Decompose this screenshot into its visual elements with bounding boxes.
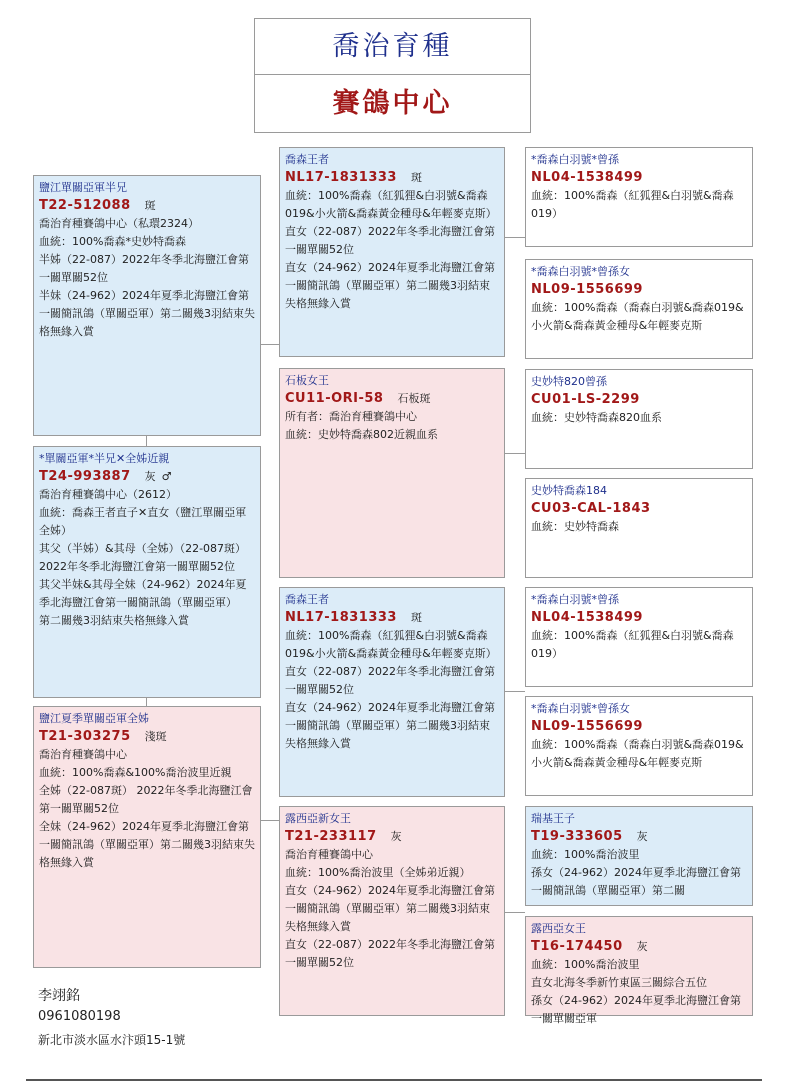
dam-sire-card xyxy=(279,587,505,797)
pigeon-color: 斑 xyxy=(410,171,422,184)
detail-line: 孫女（24-962）2024年夏季北海鹽江會第一關單關亞軍 xyxy=(531,994,741,1025)
pigeon-name: *喬森白羽號*曾孫 xyxy=(531,593,619,606)
pigeon-color: 斑 xyxy=(410,611,422,624)
ring-number: NL09-1556699 xyxy=(531,719,643,734)
detail-line: 第二關幾3羽結束失格無緣入賞 xyxy=(39,614,189,627)
connector-line xyxy=(146,436,147,446)
pigeon-color: 石板斑 xyxy=(397,392,431,405)
owner-phone: 0961080198 xyxy=(38,1009,121,1024)
pigeon-name: 喬森王者 xyxy=(285,153,329,166)
ring-number: CU03-CAL-1843 xyxy=(531,501,651,516)
connector-line xyxy=(146,698,147,706)
detail-line: 血統：100%喬森（紅狐狸&白羽號&喬森019） xyxy=(531,189,734,220)
pigeon-color: 淺斑 xyxy=(144,730,167,743)
male-icon: ♂ xyxy=(161,470,172,483)
sire-dam-card xyxy=(279,368,505,578)
pigeon-name: 史妙特喬森184 xyxy=(531,484,607,497)
pigeon-name: 露西亞女王 xyxy=(531,922,586,935)
ring-number: NL04-1538499 xyxy=(531,170,643,185)
ring-number: T19-333605 xyxy=(531,829,623,844)
detail-line: 全姊（22-087斑） 2022年冬季北海鹽江會第一關單關52位 xyxy=(39,784,253,815)
pigeon-name: 露西亞新女王 xyxy=(285,812,351,825)
detail-line: 血統：100%喬森（紅狐狸&白羽號&喬森019&小火箭&喬森黃金種母&年輕麥克斯） xyxy=(285,189,497,220)
great-grandparent-card-8 xyxy=(525,916,753,1025)
detail-line: 血統：100%喬治波里（全姊弟近親） xyxy=(285,866,471,879)
owner-address: 新北市淡水區水汴頭15-1號 xyxy=(38,1033,186,1047)
great-grandparent-card-6 xyxy=(525,696,753,796)
great-grandparent-card-5 xyxy=(525,587,753,687)
great-grandparent-card-7 xyxy=(525,806,753,906)
pigeon-color: 灰 xyxy=(636,940,648,953)
detail-line: 直女（22-087）2022年冬季北海鹽江會第一關單關52位 xyxy=(285,665,495,696)
ring-number: CU11-ORI-58 xyxy=(285,391,384,406)
pigeon-name: *喬森白羽號*曾孫女 xyxy=(531,702,630,715)
ring-number: NL17-1831333 xyxy=(285,170,397,185)
ring-number: NL09-1556699 xyxy=(531,282,643,297)
detail-line: 喬治育種賽鴿中心 xyxy=(285,848,373,861)
connector-line xyxy=(505,691,525,692)
pigeon-color: 灰 xyxy=(636,830,648,843)
pigeon-color: 灰 xyxy=(390,830,402,843)
detail-line: 血統：史妙特喬森820血系 xyxy=(531,411,662,424)
detail-line: 直女（22-087）2022年冬季北海鹽江會第一關單關52位 xyxy=(285,938,495,969)
pigeon-color: 灰 xyxy=(144,470,156,483)
detail-line: 其父半妹&其母全妹（24-962）2024年夏季北海鹽江會第一關簡訊鴿（單關亞軍） xyxy=(39,578,247,609)
breeder-title: 喬治育種 xyxy=(254,18,531,76)
detail-line: 直女北海冬季新竹東區三關綜合五位 xyxy=(531,976,707,989)
pigeon-name: 鹽江夏季單關亞軍全姊 xyxy=(39,712,149,725)
pigeon-name: *單關亞軍*半兄✕全姊近親 xyxy=(39,452,170,465)
great-grandparent-card-2 xyxy=(525,259,753,359)
ring-number: T21-303275 xyxy=(39,729,131,744)
detail-line: 血統：100%喬森&100%喬治波里近親 xyxy=(39,766,232,779)
pigeon-color: 斑 xyxy=(144,199,156,212)
center-subtitle: 賽鴿中心 xyxy=(254,74,531,133)
pigeon-name: 史妙特820曾孫 xyxy=(531,375,607,388)
detail-line: 血統：史妙特喬森802近親血系 xyxy=(285,428,438,441)
dam-dam-card xyxy=(279,806,505,1016)
connector-line xyxy=(505,912,525,913)
detail-line: 直女（24-962）2024年夏季北海鹽江會第一關簡訊鴿（單關亞軍）第二關幾3羽結束失格無緣入賞 xyxy=(285,884,495,933)
ring-number: T22-512088 xyxy=(39,198,131,213)
detail-line: 喬治育種賽鴿中心（私環2324） xyxy=(39,217,199,230)
detail-line: 直女（22-087）2022年冬季北海鹽江會第一關單關52位 xyxy=(285,225,495,256)
ring-number: T16-174450 xyxy=(531,939,623,954)
owner-name: 李翊銘 xyxy=(38,988,80,1004)
ring-number: T21-233117 xyxy=(285,829,377,844)
great-grandparent-card-4 xyxy=(525,478,753,578)
detail-line: 血統：100%喬森*史妙特喬森 xyxy=(39,235,186,248)
great-grandparent-card-3 xyxy=(525,369,753,469)
sire-sire-card xyxy=(279,147,505,357)
great-grandparent-card-1 xyxy=(525,147,753,247)
detail-line: 半妹（24-962）2024年夏季北海鹽江會第一關簡訊鴿（單關亞軍）第二關幾3羽結束失格無緣入賞 xyxy=(39,289,255,338)
pigeon-name: 石板女王 xyxy=(285,374,329,387)
detail-line: 其父（半姊）&其母（全姊）（22-087斑） 2022年冬季北海鹽江會第一關單關52位 xyxy=(39,542,247,573)
sire-card xyxy=(33,175,261,436)
detail-line: 血統：100%喬森（紅狐狸&白羽號&喬森019&小火箭&喬森黃金種母&年輕麥克斯） xyxy=(285,629,497,660)
pigeon-name: 鹽江單關亞軍半兄 xyxy=(39,181,127,194)
detail-line: 直女（24-962）2024年夏季北海鹽江會第一關簡訊鴿（單關亞軍）第二關幾3羽結束失格無緣入賞 xyxy=(285,701,495,750)
detail-line: 喬治育種賽鴿中心 xyxy=(39,748,127,761)
connector-line xyxy=(261,820,279,821)
connector-line xyxy=(261,344,279,345)
connector-line xyxy=(505,237,525,238)
connector-line xyxy=(505,453,525,454)
detail-line: 血統：100%喬森（喬森白羽號&喬森019&小火箭&喬森黃金種母&年輕麥克斯 xyxy=(531,301,744,332)
pigeon-name: 瑞基王子 xyxy=(531,812,575,825)
detail-line: 血統：100%喬治波里 xyxy=(531,958,640,971)
detail-line: 孫女（24-962）2024年夏季北海鹽江會第一關簡訊鴿（單關亞軍）第二關 xyxy=(531,866,741,897)
subject-card xyxy=(33,446,261,698)
detail-line: 血統：史妙特喬森 xyxy=(531,520,619,533)
ring-number: CU01-LS-2299 xyxy=(531,392,640,407)
pigeon-name: 喬森王者 xyxy=(285,593,329,606)
detail-line: 喬治育種賽鴿中心（2612） xyxy=(39,488,177,501)
pigeon-name: *喬森白羽號*曾孫 xyxy=(531,153,619,166)
detail-line: 全妹（24-962）2024年夏季北海鹽江會第一關簡訊鴿（單關亞軍）第二關幾3羽結束失格無緣入賞 xyxy=(39,820,255,869)
detail-line: 血統：100%喬治波里 xyxy=(531,848,640,861)
detail-line: 血統：100%喬森（紅狐狸&白羽號&喬森019） xyxy=(531,629,734,660)
dam-card xyxy=(33,706,261,968)
detail-line: 血統：喬森王者直子✕直女（鹽江單關亞軍全姊） xyxy=(39,506,247,537)
detail-line: 直女（24-962）2024年夏季北海鹽江會第一關簡訊鴿（單關亞軍）第二關幾3羽結束失格無緣入賞 xyxy=(285,261,495,310)
detail-line: 半姊（22-087）2022年冬季北海鹽江會第一關單關52位 xyxy=(39,253,249,284)
detail-line: 血統：100%喬森（喬森白羽號&喬森019&小火箭&喬森黃金種母&年輕麥克斯 xyxy=(531,738,744,769)
ring-number: NL17-1831333 xyxy=(285,610,397,625)
ring-number: T24-993887 xyxy=(39,469,131,484)
detail-line: 所有者：喬治育種賽鴿中心 xyxy=(285,410,417,423)
pigeon-name: *喬森白羽號*曾孫女 xyxy=(531,265,630,278)
ring-number: NL04-1538499 xyxy=(531,610,643,625)
footer-divider xyxy=(26,1079,762,1081)
